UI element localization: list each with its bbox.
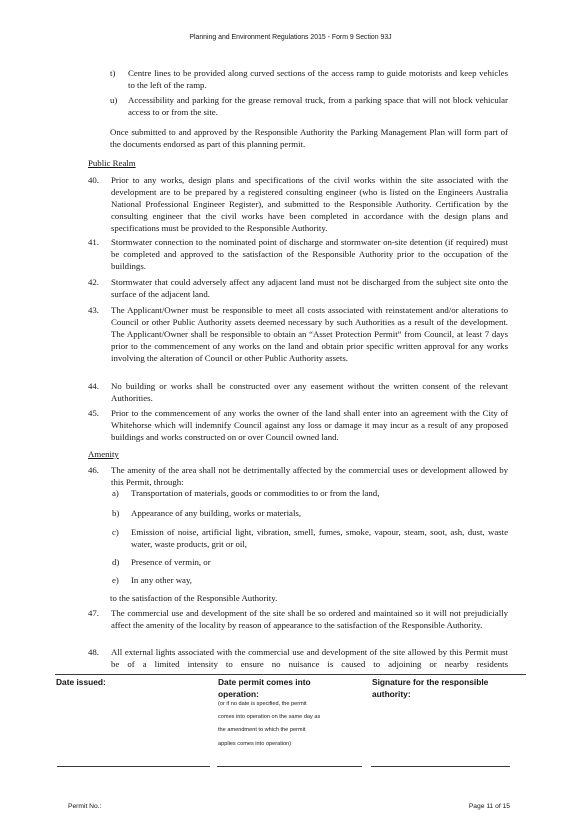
item-label: c) [112, 527, 119, 537]
condition-44 [88, 381, 508, 405]
condition-number: 42. [88, 277, 99, 287]
parking-plan-item [110, 68, 508, 92]
section-heading-public-realm: Public Realm [88, 158, 136, 168]
item-text: Accessibility and parking for the grease removal truck, from a parking space that will not block vehicular access to or from the site. [128, 95, 508, 117]
operation-note-line: the amendment to which the permit [218, 727, 306, 733]
condition-46-item-a [112, 488, 508, 500]
parking-plan-item [110, 95, 508, 119]
condition-text: The amenity of the area shall not be detrimentally affected by the commercial uses or development allowed by this Permit, through: [111, 465, 508, 487]
condition-41 [88, 237, 508, 273]
permit-number-label: Permit No.: [68, 803, 102, 810]
condition-46-item-d [112, 557, 508, 569]
condition-text: No building or works shall be constructed over any easement without the written consent of the relevant Authorities. [111, 381, 508, 403]
condition-46 [88, 465, 508, 489]
date-operation-line [217, 766, 362, 767]
item-label: a) [112, 488, 119, 498]
condition-text: Prior to the commencement of any works the owner of the land shall enter into an agreement with the City of Whitehorse which will indemnify Council against any loss or damage it may incur as a result of any proposed buildings and works constructed on or over Council owned land. [111, 408, 508, 442]
item-label: t) [110, 68, 116, 78]
item-text: Transportation of materials, goods or commodities to or from the land, [131, 488, 380, 498]
condition-text: Stormwater connection to the nominated point of discharge and stormwater on-site detention (if required) must be completed and approved to the satisfaction of the Responsible Authority prior to the occupation of the buildings. [111, 237, 508, 271]
item-text: In any other way, [131, 575, 192, 585]
condition-number: 47. [88, 608, 99, 618]
condition-text: All external lights associated with the commercial use and development of the site allowed by this Permit must be of a limited intensity to ensure no nuisance is caused to adjoining or nearby residents [111, 647, 508, 669]
condition-40 [88, 175, 508, 235]
item-text: Appearance of any building, works or materials, [131, 508, 302, 518]
condition-text: The commercial use and development of the site shall be so ordered and maintained so it will not prejudicially affect the amenity of the locality by reason of appearance to the satisfaction of the Responsible Authority. [111, 608, 508, 630]
date-issued-label: Date issued: [56, 677, 106, 687]
condition-text: The Applicant/Owner must be responsible to meet all costs associated with reinstatement and/or alterations to Council or other Public Authority assets deemed necessary by such Authorities as a result of the development. The Applicant/Owner shall be responsible to obtain an “Asset Protection Permit” from Council, at least 7 days prior to the commencement of any works on the land and obtain prior specific written approval for any works involving the alteration of Council or other Public Authority assets. [111, 305, 508, 363]
table-top-rule [55, 674, 526, 675]
condition-43 [88, 305, 508, 365]
condition-number: 46. [88, 465, 99, 475]
condition-text: Stormwater that could adversely affect any adjacent land must not be discharged from the subject site onto the surface of the adjacent land. [111, 277, 508, 299]
item-text: Emission of noise, artificial light, vibration, smell, fumes, smoke, vapour, steam, soot, ash, dust, waste water, waste products, grit or oil, [131, 527, 508, 549]
item-text: Presence of vermin, or [131, 557, 211, 567]
condition-number: 40. [88, 175, 99, 185]
condition-number: 41. [88, 237, 99, 247]
item-label: u) [110, 95, 118, 105]
item-label: d) [112, 557, 120, 567]
condition-46-closing: to the satisfaction of the Responsible Authority. [110, 593, 278, 603]
operation-note-line: (or if no date is specified, the permit [218, 701, 307, 707]
date-issued-line [57, 766, 210, 767]
condition-47 [88, 608, 508, 632]
condition-46-item-b [112, 508, 508, 520]
condition-number: 43. [88, 305, 99, 315]
condition-46-item-e [112, 575, 508, 587]
page-header: Planning and Environment Regulations 2015 - Form 9 Section 93J [189, 34, 392, 41]
condition-46-item-c [112, 527, 508, 551]
date-operation-label: Date permit comes into operation: [218, 677, 311, 699]
condition-48 [88, 647, 508, 671]
signature-label: Signature for the responsible authority: [372, 677, 489, 699]
item-label: b) [112, 508, 120, 518]
section-heading-amenity: Amenity [88, 449, 119, 459]
operation-note-line: comes into operation on the same day as [218, 714, 321, 720]
signature-line [371, 766, 510, 767]
condition-45 [88, 408, 508, 444]
condition-42 [88, 277, 508, 301]
page-number: Page 11 of 15 [468, 803, 510, 810]
condition-number: 44. [88, 381, 99, 391]
parking-plan-note: Once submitted to and approved by the Responsible Authority the Parking Management Plan will form part of the documents endorsed as part of this planning permit. [110, 127, 508, 149]
item-label: e) [112, 575, 119, 585]
operation-note-line: applies comes into operation) [218, 741, 292, 747]
condition-text: Prior to any works, design plans and specifications of the civil works within the site associated with the development are to be prepared by a registered consulting engineer (who is listed on the Engineers Australia National Professional Engineer Register), and submitted to the Responsible Authority. Certification by the consulting engineer that the civil works have been completed in accordance with the design plans and specifications must be provided to the Responsible Authority. [111, 175, 508, 233]
condition-number: 45. [88, 408, 99, 418]
item-text: Centre lines to be provided along curved sections of the access ramp to guide motorists and keep vehicles to the left of the ramp. [128, 68, 508, 90]
condition-number: 48. [88, 647, 99, 657]
